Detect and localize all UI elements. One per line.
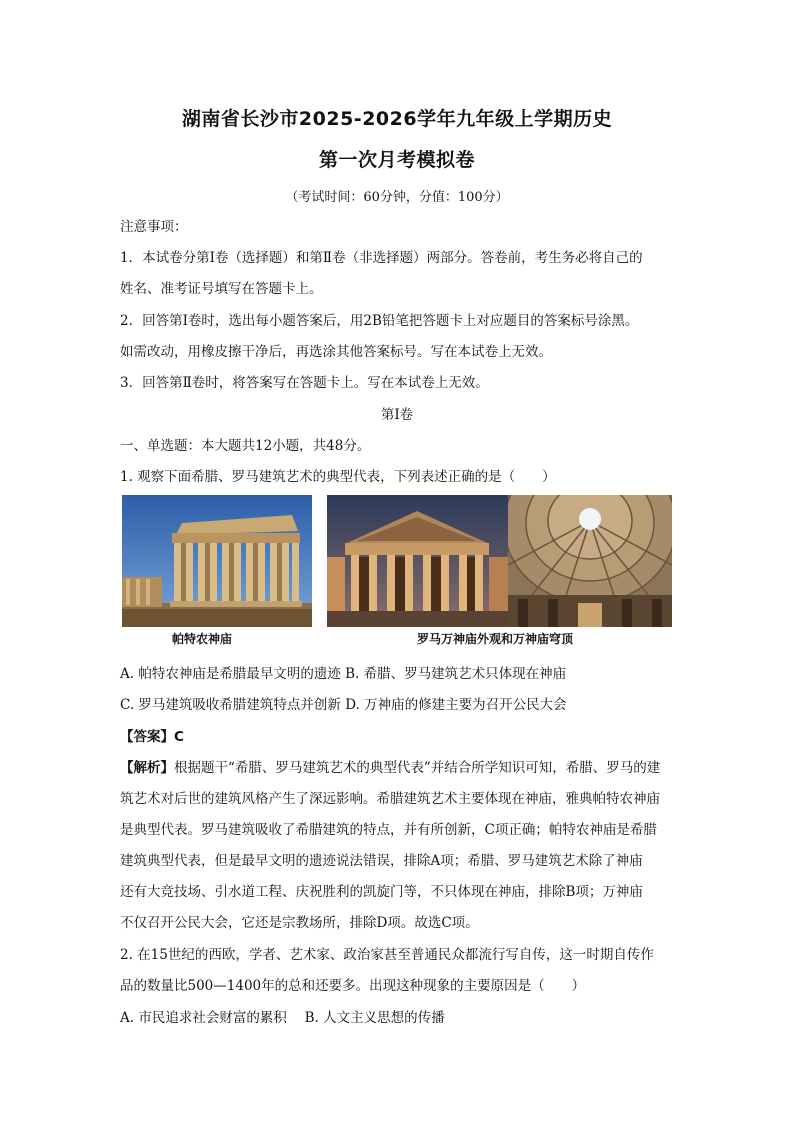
question-1-stem: 1. 观察下面希腊、罗马建筑艺术的典型代表，下列表述正确的是（ ） (120, 469, 556, 485)
analysis-line-5: 还有大竞技场、引水道工程、庆祝胜利的凯旋门等，不只体现在神庙，排除B项；万神庙 (120, 884, 643, 900)
parthenon-image (122, 495, 312, 627)
analysis-line-2: 筑艺术对后世的建筑风格产生了深远影响。希腊建筑艺术主要体现在神庙，雅典帕特农神庙 (120, 791, 660, 807)
section-heading: 一、单选题：本大题共12小题，共48分。 (120, 438, 371, 454)
pantheon-exterior-image (327, 495, 508, 627)
volume-label: 第Ⅰ卷 (380, 407, 414, 423)
analysis-text-1: 根据题干“希腊、罗马建筑艺术的典型代表”并结合所学知识可知，希腊、罗马的建 (174, 760, 661, 776)
caption-parthenon: 帕特农神庙 (172, 632, 233, 646)
note-item-2b: 如需改动，用橡皮擦干净后，再选涂其他答案标号。写在本试卷上无效。 (120, 344, 552, 360)
document-title-line2: 第一次月考模拟卷 (318, 149, 475, 171)
question-2-stem-2: 品的数量比500—1400年的总和还要多。出现这种现象的主要原因是（ ） (120, 978, 586, 994)
note-item-2a: 2．回答第Ⅰ卷时，选出每小题答案后，用2B铅笔把答题卡上对应题目的答案标号涂黑。 (120, 313, 639, 329)
question-2-options-ab: A. 市民追求社会财富的累积 B. 人文主义思想的传播 (120, 1010, 445, 1026)
question-2-stem-1: 2. 在15世纪的西欧，学者、艺术家、政治家甚至普通民众都流行写自传，这一时期自传作 (120, 947, 654, 963)
analysis-line-3: 是典型代表。罗马建筑吸收了希腊建筑的特点，并有所创新，C项正确；帕特农神庙是希腊 (120, 822, 657, 838)
notes-heading: 注意事项： (120, 219, 188, 235)
note-item-1a: 1．本试卷分第Ⅰ卷（选择题）和第Ⅱ卷（非选择题）两部分。答卷前，考生务必将自己的 (120, 250, 643, 266)
question-1-options-ab: A. 帕特农神庙是希腊最早文明的遗迹 B. 希腊、罗马建筑艺术只体现在神庙 (120, 666, 567, 682)
note-item-1b: 姓名、准考证号填写在答题卡上。 (120, 281, 323, 297)
exam-info: （考试时间：60分钟，分值：100分） (285, 190, 509, 205)
question-1-options-cd: C. 罗马建筑吸收希腊建筑特点并创新 D. 万神庙的修建主要为召开公民大会 (120, 697, 567, 713)
analysis-line-1 (120, 758, 680, 778)
document-title-line1: 湖南省长沙市2025-2026学年九年级上学期历史 (181, 108, 613, 130)
question-1-answer: 【答案】C (120, 729, 184, 745)
analysis-line-4: 建筑典型代表，但是最早文明的遗迹说法错误，排除A项；希腊、罗马建筑艺术除了神庙 (120, 853, 643, 869)
analysis-label: 【解析】 (120, 760, 174, 776)
pantheon-dome-image (508, 495, 672, 627)
caption-pantheon: 罗马万神庙外观和万神庙穹顶 (417, 632, 574, 646)
analysis-line-6: 不仅召开公民大会，它还是宗教场所，排除D项。故选C项。 (120, 915, 479, 931)
note-item-3: 3．回答第Ⅱ卷时，将答案写在答题卡上。写在本试卷上无效。 (120, 375, 489, 391)
